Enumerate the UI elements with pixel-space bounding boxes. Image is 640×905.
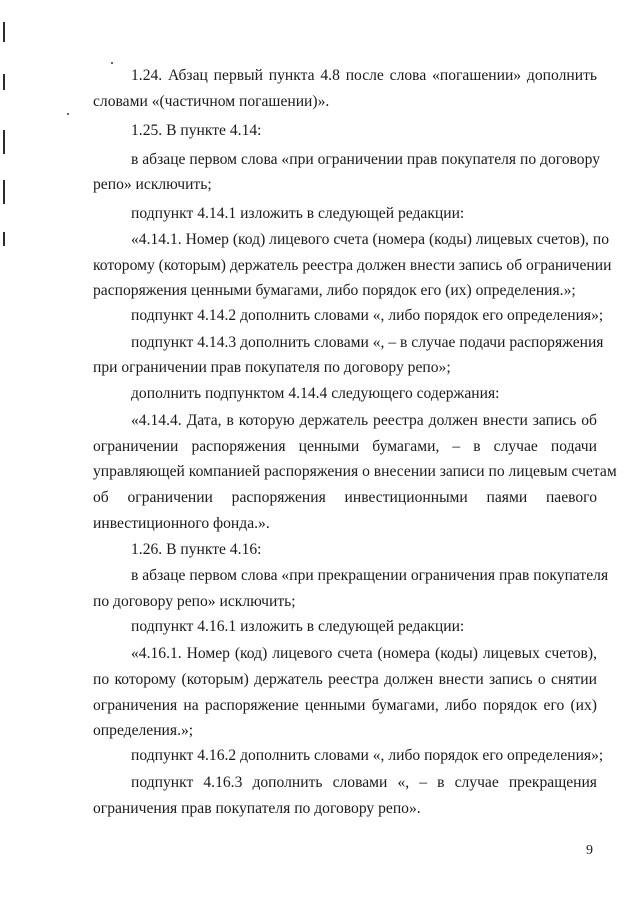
text-line: в абзаце первом слова «при ограничении прав покупателя по договору xyxy=(131,151,600,168)
text-line: подпункт 4.14.1 изложить в следующей редакции: xyxy=(131,205,465,222)
scan-dot xyxy=(111,62,113,64)
text-line: инвестиционного фонда.». xyxy=(93,515,270,532)
text-line: 1.26. В пункте 4.16: xyxy=(131,541,262,558)
text-line: 1.25. В пункте 4.14: xyxy=(131,122,262,139)
text-line: ограничении распоряжения ценными бумагами, – в случае подачи xyxy=(93,438,597,455)
text-line: по договору репо» исключить; xyxy=(93,593,296,610)
text-line: словами «(частичном погашении)». xyxy=(93,93,330,110)
text-line: подпункт 4.16.2 дополнить словами «, либо порядок его определения»; xyxy=(131,747,604,764)
text-line: подпункт 4.16.3 дополнить словами «, – в случае прекращения xyxy=(131,774,597,791)
scan-margin-mark xyxy=(3,232,5,246)
text-line: управляющей компанией распоряжения о внесении записи по лицевым счетам xyxy=(93,463,617,480)
text-line: репо» исключить; xyxy=(93,176,212,193)
text-line: подпункт 4.16.1 изложить в следующей редакции: xyxy=(131,618,465,635)
scan-dot xyxy=(67,113,69,115)
scan-margin-mark xyxy=(3,74,5,90)
text-line: при ограничении прав покупателя по договору репо»; xyxy=(93,359,451,376)
text-line: 1.24. Абзац первый пункта 4.8 после слова «погашении» дополнить xyxy=(131,67,597,84)
text-line: подпункт 4.14.3 дополнить словами «, – в случае подачи распоряжения xyxy=(131,334,604,351)
text-line: «4.16.1. Номер (код) лицевого счета (номера (коды) лицевых счетов), xyxy=(131,645,597,662)
text-line: ограничения прав покупателя по договору репо». xyxy=(93,800,421,817)
text-line: подпункт 4.14.2 дополнить словами «, либо порядок его определения»; xyxy=(131,307,604,324)
text-line: «4.14.4. Дата, в которую держатель реестра должен внести запись об xyxy=(131,412,597,429)
text-line: которому (которым) держатель реестра должен внести запись об ограничении xyxy=(93,257,612,274)
text-line: распоряжения ценными бумагами, либо порядок его (их) определения.»; xyxy=(93,282,576,299)
scan-margin-mark xyxy=(3,22,5,42)
text-line: по которому (которым) держатель реестра должен внести запись о снятии xyxy=(93,671,597,688)
text-line: ограничения на распоряжение ценными бумагами, либо порядок его (их) xyxy=(93,697,597,714)
page-number: 9 xyxy=(586,843,593,858)
text-line: определения.»; xyxy=(93,722,194,739)
scan-margin-mark xyxy=(3,180,5,204)
text-line: дополнить подпунктом 4.14.4 следующего содержания: xyxy=(131,385,500,402)
text-line: «4.14.1. Номер (код) лицевого счета (номера (коды) лицевых счетов), по xyxy=(131,231,609,248)
text-line: об ограничении распоряжения инвестиционными паями паевого xyxy=(93,489,597,506)
scan-margin-mark xyxy=(3,130,5,154)
text-line: в абзаце первом слова «при прекращении ограничения прав покупателя xyxy=(131,567,609,584)
